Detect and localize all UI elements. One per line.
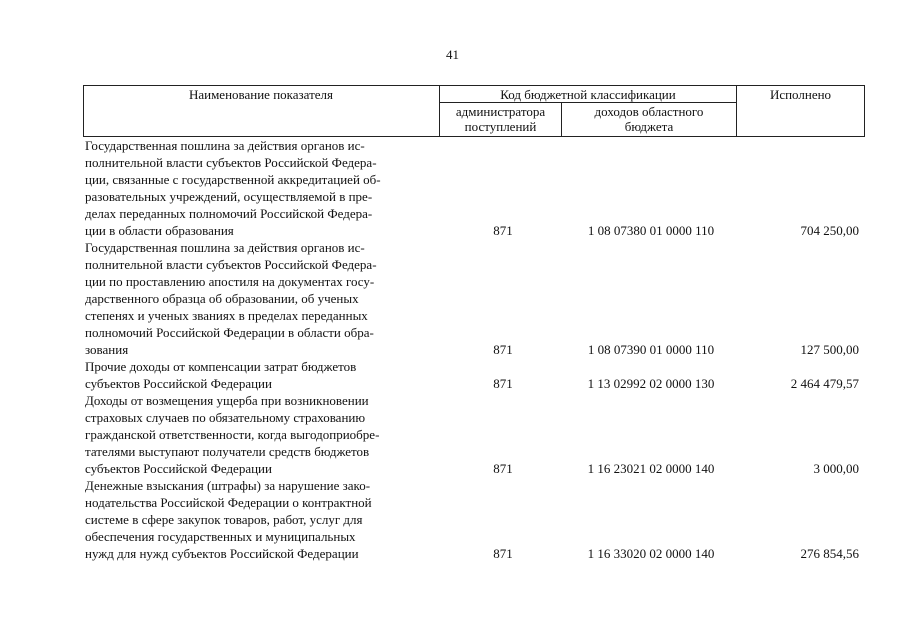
header-income: доходов областного бюджета [594, 104, 704, 134]
row-code: 1 16 33020 02 0000 140 [587, 546, 715, 561]
row-code: 1 08 07390 01 0000 110 [587, 342, 715, 357]
table-header [83, 85, 865, 137]
row-amount: 276 854,56 [800, 546, 859, 561]
header-code-group: Код бюджетной классификации [500, 87, 676, 102]
header-executed: Исполнено [769, 87, 832, 102]
row-amount: 2 464 479,57 [790, 376, 859, 391]
row-amount: 704 250,00 [800, 223, 859, 238]
table-row [83, 392, 865, 477]
row-name: Доходы от возмещения ущерба при возникновении страховых случаев по обязательному страхованию гражданской ответственности, когда выгодоприобре- тателями выступают получатели средств бюджетов субъектов Российской Федерации [85, 393, 380, 476]
row-name: Денежные взыскания (штрафы) за нарушение зако- нодательства Российской Федерации о контрактной системе в сфере закупок товаров, работ, услуг для обеспечения государственных и муниципальных нужд для нужд субъектов Российской Федерации [85, 478, 372, 561]
row-name: Прочие доходы от компенсации затрат бюджетов субъектов Российской Федерации [85, 359, 357, 391]
row-admin: 871 [493, 223, 513, 238]
row-name: Государственная пошлина за действия органов ис- полнительной власти субъектов Российской Федера- ции, связанные с государственной аккредитацией об- разовательных учреждений, осуществляемой в пре- делах переданных полномочий Российской Федера- ции в области образования [85, 138, 381, 238]
header-name: Наименование показателя [188, 87, 334, 102]
table-row [83, 137, 865, 239]
row-name: Государственная пошлина за действия органов ис- полнительной власти субъектов Российской Федера- ции по проставлению апостиля на документах госу- дарственного образца об образовании, об ученых степенях и ученых званиях в пределах переданных полномочий Российской Федерации в области обра- зования [85, 240, 377, 357]
row-code: 1 13 02992 02 0000 130 [587, 376, 715, 391]
row-code: 1 16 23021 02 0000 140 [587, 461, 715, 476]
row-admin: 871 [493, 376, 513, 391]
header-top-border [83, 85, 865, 86]
row-amount: 127 500,00 [800, 342, 859, 357]
header-right-border [864, 85, 865, 137]
row-code: 1 08 07380 01 0000 110 [587, 223, 715, 238]
row-amount: 3 000,00 [813, 461, 859, 476]
row-admin: 871 [493, 546, 513, 561]
table-row [83, 477, 865, 562]
table-row [83, 239, 865, 358]
header-admin: администратора поступлений [455, 104, 546, 134]
table-row [83, 358, 865, 392]
header-subgroup-line [439, 102, 736, 103]
page-number: 41 [446, 47, 459, 62]
row-admin: 871 [493, 342, 513, 357]
row-admin: 871 [493, 461, 513, 476]
